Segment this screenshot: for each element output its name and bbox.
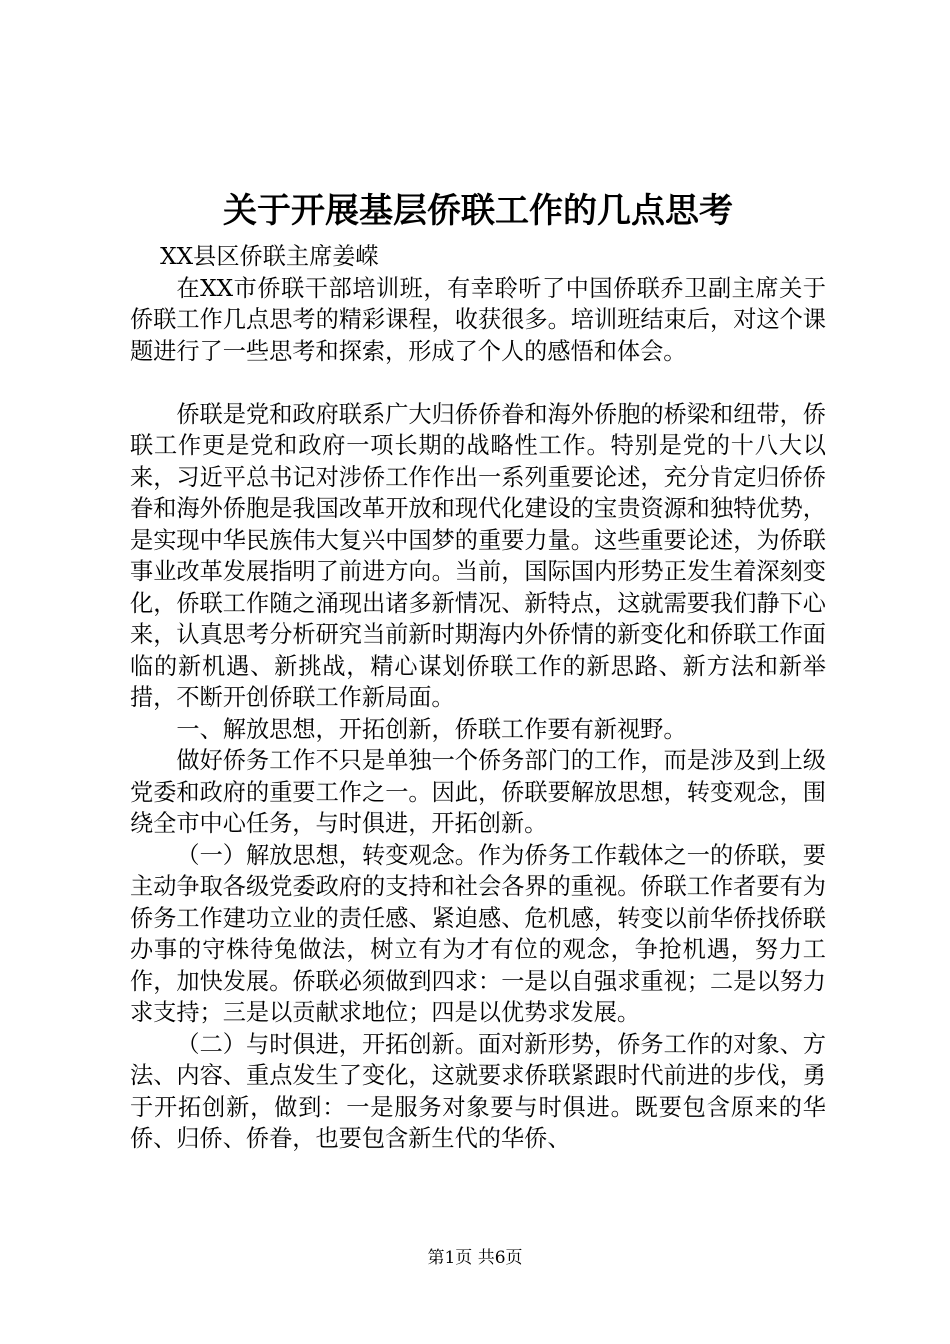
section-heading-1: 一、解放思想，开拓创新，侨联工作要有新视野。 — [176, 715, 687, 743]
paragraph-subsection-1: （一）解放思想，转变观念。作为侨务工作载体之一的侨联，要主动争取各级党委政府的支持和社会各界的重视。侨联工作者要有为侨务工作建功立业的责任感、紧迫感、危机感，转变以前华侨找侨联办事的守株待兔做法，树立有为才有位的观念，争抢机遇，努力工作，加快发展。侨联必须做到四求：一是以自强求重视；二是以努力求支持；三是以贡献求地位；四是以优势求发展。 — [130, 841, 826, 1026]
paragraph-section-1: 做好侨务工作不只是单独一个侨务部门的工作，而是涉及到上级党委和政府的重要工作之一。因此，侨联要解放思想，转变观念，围绕全市中心任务，与时俱进，开拓创新。 — [130, 747, 826, 837]
paragraph-background: 侨联是党和政府联系广大归侨侨眷和海外侨胞的桥梁和纽带，侨联工作更是党和政府一项长期的战略性工作。特别是党的十八大以来，习近平总书记对涉侨工作作出一系列重要论述，充分肯定归侨侨眷和海外侨胞是我国改革开放和现代化建设的宝贵资源和独特优势，是实现中华民族伟大复兴中国梦的重要力量。这些重要论述，为侨联事业改革发展指明了前进方向。当前，国际国内形势正发生着深刻变化，侨联工作随之涌现出诸多新情况、新特点，这就需要我们静下心来，认真思考分析研究当前新时期海内外侨情的新变化和侨联工作面临的新机遇、新挑战，精心谋划侨联工作的新思路、新方法和新举措，不断开创侨联工作新局面。 — [130, 400, 826, 711]
paragraph-gap — [130, 367, 826, 399]
document-title: 关于开展基层侨联工作的几点思考 — [223, 191, 733, 231]
document-page — [130, 185, 826, 1155]
paragraph-intro: 在XX市侨联干部培训班，有幸聆听了中国侨联乔卫副主席关于侨联工作几点思考的精彩课程，收获很多。培训班结束后，对这个课题进行了一些思考和探索，形成了个人的感悟和体会。 — [130, 274, 826, 365]
page-number-footer: 第1页 共6页 — [427, 1248, 523, 1268]
author-line: XX县区侨联主席姜嵘 — [160, 243, 379, 270]
paragraph-subsection-2: （二）与时俱进，开拓创新。面对新形势，侨务工作的对象、方法、内容、重点发生了变化，这就要求侨联紧跟时代前进的步伐，勇于开拓创新，做到：一是服务对象要与时俱进。既要包含原来的华侨、归侨、侨眷，也要包含新生代的华侨、 — [130, 1030, 826, 1152]
